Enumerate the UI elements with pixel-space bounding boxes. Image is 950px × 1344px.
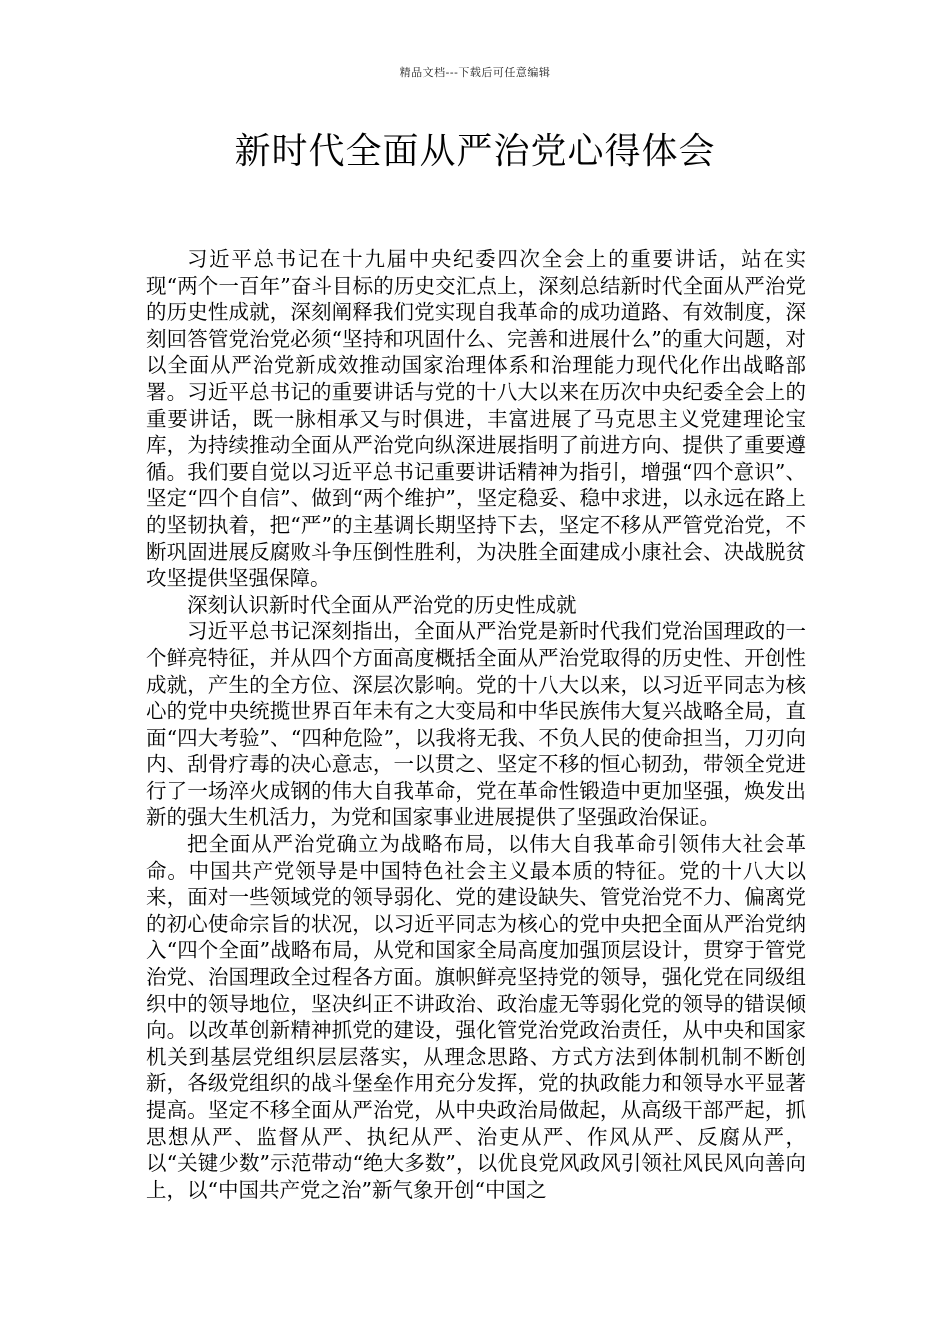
body-paragraph: 把全面从严治党确立为战略布局，以伟大自我革命引领伟大社会革命。中国共产党领导是中国特色社会主义最本质的特征。党的十八大以来，面对一些领域党的领导弱化、党的建设缺失、管党治党不力、偏离党的初心使命宗旨的状况，以习近平同志为核心的党中央把全面从严治党纳入“四个全面”战略布局，从党和国家全局高度加强顶层设计，贯穿于管党治党、治国理政全过程各方面。旗帜鲜亮坚持党的领导，强化党在同级组织中的领导地位，坚决纠正不讲政治、政治虚无等弱化党的领导的错误倾向。以改革创新精神抓党的建设，强化管党治党政治责任，从中央和国家机关到基层党组织层层落实，从理念思路、方式方法到体制机制不断创新，各级党组织的战斗堡垒作用充分发挥，党的执政能力和领导水平显著提高。坚定不移全面从严治党，从中央政治局做起，从高级干部严起，抓思想从严、监督从严、执纪从严、治吏从严、作风从严、反腐从严，以“关键少数”示范带动“绝大多数”，以优良党风政风引领社风民风向善向上，以“中国共产党之治”新气象开创“中国之: [146, 832, 806, 1202]
body-paragraph: 习近平总书记深刻指出，全面从严治党是新时代我们党治国理政的一个鲜亮特征，并从四个方面高度概括全面从严治党取得的历史性、开创性成就，产生的全方位、深层次影响。党的十八大以来，以习近平同志为核心的党中央统揽世界百年未有之大变局和中华民族伟大复兴战略全局，直面“四大考验”、“四种危险”，以我将无我、不负人民的使命担当，刀刃向内、刮骨疗毒的决心意志，一以贯之、坚定不移的恒心韧劲，带领全党进行了一场淬火成钢的伟大自我革命，党在革命性锻造中更加坚强，焕发出新的强大生机活力，为党和国家事业进展提供了坚强政治保证。: [146, 619, 806, 830]
document-body: [146, 246, 806, 1203]
body-paragraph-intro: 习近平总书记在十九届中央纪委四次全会上的重要讲话，站在实现“两个一百年”奋斗目标的历史交汇点上，深刻总结新时代全面从严治党的历史性成就，深刻阐释我们党实现自我革命的成功道路、有效制度，深刻回答管党治党必须“坚持和巩固什么、完善和进展什么”的重大问题，对以全面从严治党新成效推动国家治理体系和治理能力现代化作出战略部署。习近平总书记的重要讲话与党的十八大以来在历次中央纪委全会上的重要讲话，既一脉相承又与时俱进，丰富进展了马克思主义党建理论宝库，为持续推动全面从严治党向纵深进展指明了前进方向、提供了重要遵循。我们要自觉以习近平总书记重要讲话精神为指引，增强“四个意识”、坚定“四个自信”、做到“两个维护”，坚定稳妥、稳中求进，以永远在路上的坚韧执着，把“严”的主基调长期坚持下去，坚定不移从严管党治党，不断巩固进展反腐败斗争压倒性胜利，为决胜全面建成小康社会、决战脱贫攻坚提供坚强保障。: [146, 247, 806, 591]
section-heading: 深刻认识新时代全面从严治党的历史性成就: [187, 592, 577, 617]
document-title: 新时代全面从严治党心得体会: [234, 131, 716, 172]
page-header-note: 精品文档---下载后可任意编辑: [399, 66, 551, 79]
